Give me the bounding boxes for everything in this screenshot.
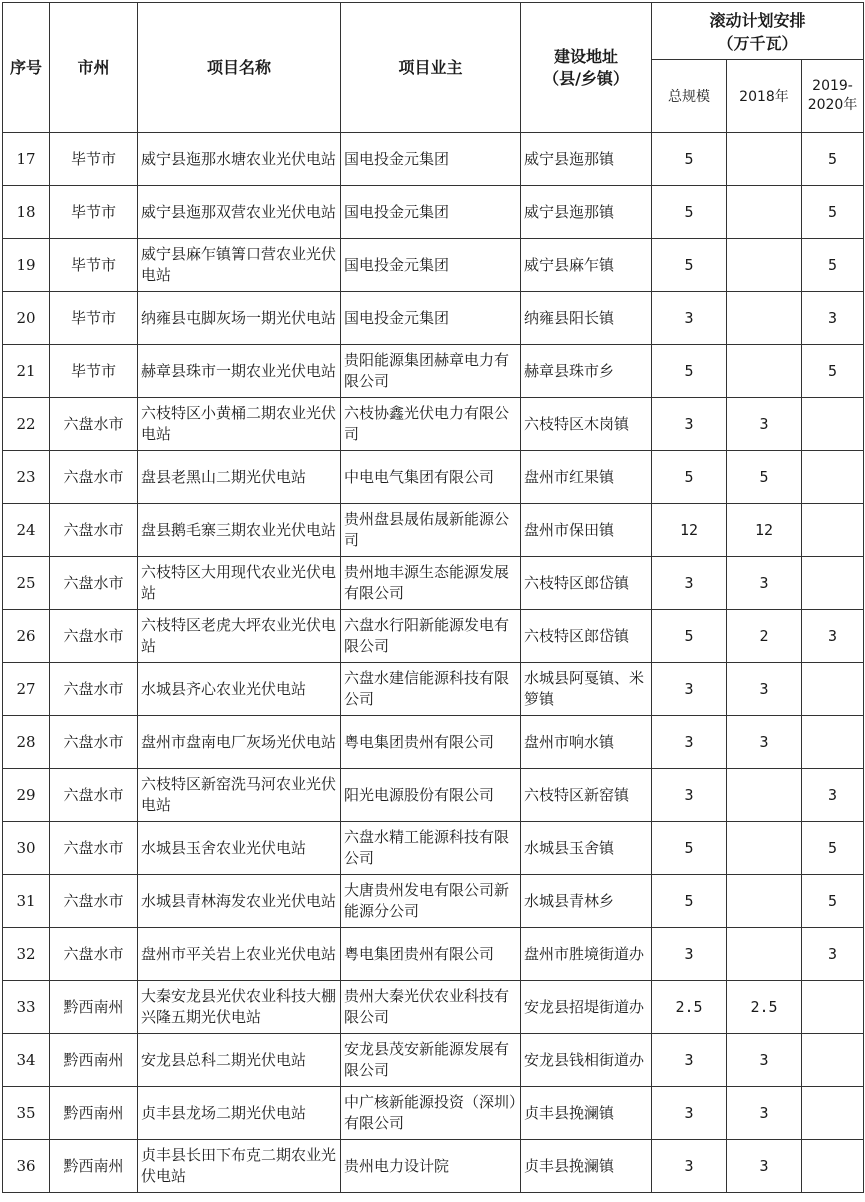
project-name-cell: 安龙县总科二期光伏电站 [138,1034,341,1087]
owner-cell: 国电投金元集团 [341,239,521,292]
plan-2018-cell: 3 [727,1140,802,1193]
city-cell: 毕节市 [50,292,138,345]
plan-2018-cell [727,239,802,292]
city-cell: 黔西南州 [50,1140,138,1193]
total-scale-cell: 3 [652,769,727,822]
project-name-cell: 盘县鹅毛寨三期农业光伏电站 [138,504,341,557]
site-cell: 贞丰县挽澜镇 [521,1140,652,1193]
table-row [3,345,864,398]
table-row [3,769,864,822]
project-name-cell: 盘县老黑山二期光伏电站 [138,451,341,504]
plan-2018-cell: 3 [727,716,802,769]
header-owner: 项目业主 [341,3,521,133]
table-row [3,186,864,239]
row-number: 33 [3,981,50,1034]
project-name-cell: 威宁县迤那水塘农业光伏电站 [138,133,341,186]
table-row [3,928,864,981]
plan-2018-cell: 3 [727,1034,802,1087]
project-name-cell: 水城县青林海发农业光伏电站 [138,875,341,928]
project-name-cell: 纳雍县屯脚灰场一期光伏电站 [138,292,341,345]
table-row [3,981,864,1034]
row-number: 24 [3,504,50,557]
table-row [3,239,864,292]
total-scale-cell: 5 [652,610,727,663]
total-scale-cell: 3 [652,1034,727,1087]
header-plan-line2: （万千瓦） [717,34,798,53]
city-cell: 六盘水市 [50,769,138,822]
site-cell: 贞丰县挽澜镇 [521,1087,652,1140]
project-name-cell: 威宁县迤那双营农业光伏电站 [138,186,341,239]
row-number: 26 [3,610,50,663]
site-cell: 六枝特区木岗镇 [521,398,652,451]
plan-2019-2020-cell [802,1087,864,1140]
plan-2019-2020-cell [802,398,864,451]
project-name-cell: 赫章县珠市一期农业光伏电站 [138,345,341,398]
city-cell: 六盘水市 [50,451,138,504]
project-table [2,2,864,1193]
row-number: 19 [3,239,50,292]
site-cell: 盘州市响水镇 [521,716,652,769]
row-number: 22 [3,398,50,451]
city-cell: 黔西南州 [50,981,138,1034]
table-row [3,133,864,186]
total-scale-cell: 5 [652,239,727,292]
row-number: 32 [3,928,50,981]
table-row [3,610,864,663]
project-name-cell: 贞丰县龙场二期光伏电站 [138,1087,341,1140]
plan-2018-cell [727,875,802,928]
owner-cell: 六盘水行阳新能源发电有限公司 [341,610,521,663]
plan-2019-2020-cell: 5 [802,822,864,875]
plan-2018-cell [727,133,802,186]
owner-cell: 阳光电源股份有限公司 [341,769,521,822]
table-header [3,3,864,133]
table-row [3,716,864,769]
plan-2018-cell [727,292,802,345]
table-row [3,822,864,875]
owner-cell: 贵阳能源集团赫章电力有限公司 [341,345,521,398]
project-name-cell: 水城县齐心农业光伏电站 [138,663,341,716]
plan-2018-cell: 12 [727,504,802,557]
plan-2018-cell [727,769,802,822]
plan-2019-2020-cell: 5 [802,345,864,398]
plan-2019-2020-cell [802,504,864,557]
city-cell: 六盘水市 [50,663,138,716]
project-name-cell: 威宁县麻乍镇箐口营农业光伏电站 [138,239,341,292]
city-cell: 六盘水市 [50,398,138,451]
project-name-cell: 贞丰县长田下布克二期农业光伏电站 [138,1140,341,1193]
plan-2019-2020-cell: 5 [802,186,864,239]
header-2019-2020 [802,60,864,133]
row-number: 29 [3,769,50,822]
total-scale-cell: 2.5 [652,981,727,1034]
city-cell: 毕节市 [50,239,138,292]
plan-2018-cell: 3 [727,663,802,716]
table-row [3,1034,864,1087]
table-row [3,875,864,928]
row-number: 20 [3,292,50,345]
site-cell: 盘州市保田镇 [521,504,652,557]
row-number: 35 [3,1087,50,1140]
row-number: 21 [3,345,50,398]
owner-cell: 贵州大秦光伏农业科技有限公司 [341,981,521,1034]
plan-2018-cell [727,928,802,981]
city-cell: 六盘水市 [50,557,138,610]
header-2019-line1: 2019- [812,78,853,94]
header-plan-line1: 滚动计划安排 [709,11,806,30]
row-number: 31 [3,875,50,928]
plan-2019-2020-cell: 5 [802,875,864,928]
row-number: 28 [3,716,50,769]
site-cell: 威宁县麻乍镇 [521,239,652,292]
total-scale-cell: 3 [652,1087,727,1140]
table-row [3,663,864,716]
project-name-cell: 六枝特区大用现代农业光伏电站 [138,557,341,610]
city-cell: 毕节市 [50,133,138,186]
row-number: 36 [3,1140,50,1193]
total-scale-cell: 3 [652,663,727,716]
site-cell: 威宁县迤那镇 [521,133,652,186]
plan-2018-cell: 3 [727,398,802,451]
header-2018: 2018年 [727,60,802,133]
header-project-name: 项目名称 [138,3,341,133]
plan-2018-cell: 5 [727,451,802,504]
total-scale-cell: 12 [652,504,727,557]
plan-2019-2020-cell: 3 [802,610,864,663]
total-scale-cell: 3 [652,716,727,769]
site-cell: 六枝特区郎岱镇 [521,610,652,663]
project-name-cell: 盘州市盘南电厂灰场光伏电站 [138,716,341,769]
city-cell: 六盘水市 [50,716,138,769]
owner-cell: 贵州盘县晟佑晟新能源公司 [341,504,521,557]
owner-cell: 贵州地丰源生态能源发展有限公司 [341,557,521,610]
owner-cell: 六盘水建信能源科技有限公司 [341,663,521,716]
row-number: 30 [3,822,50,875]
owner-cell: 中广核新能源投资（深圳）有限公司 [341,1087,521,1140]
plan-2019-2020-cell [802,663,864,716]
plan-2019-2020-cell: 5 [802,133,864,186]
site-cell: 六枝特区新窑镇 [521,769,652,822]
owner-cell: 国电投金元集团 [341,133,521,186]
total-scale-cell: 5 [652,345,727,398]
table-row [3,504,864,557]
row-number: 27 [3,663,50,716]
table-row [3,398,864,451]
header-plan [652,3,864,60]
total-scale-cell: 5 [652,875,727,928]
plan-2018-cell [727,186,802,239]
owner-cell: 六枝协鑫光伏电力有限公司 [341,398,521,451]
plan-2019-2020-cell [802,716,864,769]
table-row [3,1140,864,1193]
plan-2018-cell: 3 [727,1087,802,1140]
plan-2019-2020-cell [802,451,864,504]
plan-2019-2020-cell [802,557,864,610]
owner-cell: 粤电集团贵州有限公司 [341,716,521,769]
header-2019-line2: 2020年 [807,97,858,113]
plan-2019-2020-cell: 3 [802,292,864,345]
plan-2018-cell: 2 [727,610,802,663]
plan-2019-2020-cell: 3 [802,769,864,822]
city-cell: 六盘水市 [50,928,138,981]
site-cell: 纳雍县阳长镇 [521,292,652,345]
project-name-cell: 六枝特区小黄桶二期农业光伏电站 [138,398,341,451]
table-row [3,292,864,345]
header-site-line1: 建设地址 [553,46,618,66]
row-number: 34 [3,1034,50,1087]
table-row [3,1087,864,1140]
city-cell: 黔西南州 [50,1034,138,1087]
header-city: 市州 [50,3,138,133]
project-name-cell: 六枝特区老虎大坪农业光伏电站 [138,610,341,663]
city-cell: 毕节市 [50,186,138,239]
city-cell: 六盘水市 [50,875,138,928]
total-scale-cell: 3 [652,292,727,345]
plan-2019-2020-cell [802,1034,864,1087]
total-scale-cell: 3 [652,1140,727,1193]
plan-2018-cell: 3 [727,557,802,610]
site-cell: 盘州市胜境街道办 [521,928,652,981]
project-name-cell: 水城县玉舍农业光伏电站 [138,822,341,875]
owner-cell: 中电电气集团有限公司 [341,451,521,504]
city-cell: 六盘水市 [50,822,138,875]
total-scale-cell: 5 [652,133,727,186]
site-cell: 水城县阿戛镇、米箩镇 [521,663,652,716]
plan-2018-cell: 2.5 [727,981,802,1034]
owner-cell: 国电投金元集团 [341,186,521,239]
site-cell: 水城县青林乡 [521,875,652,928]
project-name-cell: 盘州市平关岩上农业光伏电站 [138,928,341,981]
plan-2019-2020-cell [802,981,864,1034]
city-cell: 毕节市 [50,345,138,398]
row-number: 17 [3,133,50,186]
total-scale-cell: 3 [652,928,727,981]
plan-2019-2020-cell [802,1140,864,1193]
site-cell: 水城县玉舍镇 [521,822,652,875]
site-cell: 盘州市红果镇 [521,451,652,504]
header-site-line2: （县/乡镇） [543,68,629,88]
project-name-cell: 六枝特区新窑洗马河农业光伏电站 [138,769,341,822]
total-scale-cell: 5 [652,451,727,504]
table-body [3,133,864,1193]
row-number: 18 [3,186,50,239]
owner-cell: 大唐贵州发电有限公司新能源分公司 [341,875,521,928]
owner-cell: 粤电集团贵州有限公司 [341,928,521,981]
site-cell: 六枝特区郎岱镇 [521,557,652,610]
header-total: 总规模 [652,60,727,133]
project-name-cell: 大秦安龙县光伏农业科技大棚兴隆五期光伏电站 [138,981,341,1034]
owner-cell: 贵州电力设计院 [341,1140,521,1193]
plan-2019-2020-cell: 3 [802,928,864,981]
header-seq: 序号 [3,3,50,133]
city-cell: 六盘水市 [50,504,138,557]
owner-cell: 国电投金元集团 [341,292,521,345]
total-scale-cell: 3 [652,557,727,610]
plan-2019-2020-cell: 5 [802,239,864,292]
row-number: 23 [3,451,50,504]
site-cell: 安龙县钱相街道办 [521,1034,652,1087]
city-cell: 黔西南州 [50,1087,138,1140]
total-scale-cell: 5 [652,822,727,875]
total-scale-cell: 3 [652,398,727,451]
row-number: 25 [3,557,50,610]
city-cell: 六盘水市 [50,610,138,663]
site-cell: 赫章县珠市乡 [521,345,652,398]
owner-cell: 六盘水精工能源科技有限公司 [341,822,521,875]
table-row [3,451,864,504]
site-cell: 安龙县招堤街道办 [521,981,652,1034]
site-cell: 威宁县迤那镇 [521,186,652,239]
plan-2018-cell [727,345,802,398]
header-site [521,3,652,133]
total-scale-cell: 5 [652,186,727,239]
plan-2018-cell [727,822,802,875]
owner-cell: 安龙县茂安新能源发展有限公司 [341,1034,521,1087]
table-row [3,557,864,610]
